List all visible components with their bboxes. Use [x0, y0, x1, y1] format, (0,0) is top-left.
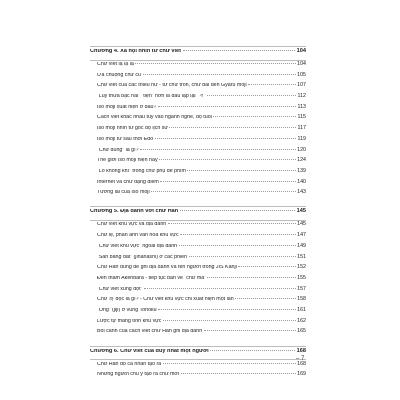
- dot-leader: [163, 320, 296, 321]
- toc-entry-title: Isō moji nhìn từ góc độ lịch sử: [97, 126, 168, 132]
- dot-leader: [187, 170, 295, 171]
- chapter-heading-page: 104: [296, 48, 306, 54]
- toc-entry-title: Isō moji từ sau thời Edo: [97, 136, 154, 142]
- toc-entry: [90, 276, 306, 287]
- toc-entry: [90, 169, 306, 180]
- toc-entry-title: Những người chủ ý tạo ra chữ mới: [97, 372, 180, 378]
- toc-entry: [90, 308, 306, 319]
- toc-entry: [90, 329, 306, 340]
- dot-leader: [207, 95, 296, 96]
- toc-entry-page: 119: [297, 135, 306, 142]
- toc-entry-title: “Chữ đúng” là gì?: [97, 147, 139, 153]
- toc-entry-title: Bối cảnh của cách viết chữ Hán ghi địa danh: [97, 329, 203, 335]
- dot-leader: [235, 298, 296, 299]
- dot-leader: [151, 191, 296, 192]
- toc-entry-title: “Chữ viết xung đột”: [97, 286, 143, 292]
- toc-entry: [90, 287, 306, 298]
- toc-entry: [90, 83, 306, 94]
- toc-entry: [90, 94, 306, 105]
- toc-entry: [90, 297, 306, 308]
- toc-entry-page: 162: [297, 317, 306, 324]
- toc-entry: [90, 115, 306, 126]
- dot-leader: [144, 288, 296, 289]
- toc-entry-page: 107: [297, 82, 306, 89]
- toc-entry: [90, 62, 306, 73]
- chapter-heading-title: Chương 5. Địa danh với chữ Hán: [90, 209, 179, 215]
- toc-entry-title: “Lỗ không khí” trong chữ phụ dễ phím: [97, 168, 186, 174]
- toc-entry: [90, 362, 306, 373]
- toc-entry-page: 152: [297, 264, 306, 271]
- dot-leader: [169, 127, 296, 128]
- dot-leader: [155, 138, 296, 139]
- toc-entry-page: 143: [297, 189, 306, 196]
- toc-entry-page: 105: [297, 71, 306, 78]
- chapter-heading: [90, 347, 306, 360]
- toc-entry-page: 169: [297, 371, 306, 378]
- dot-leader: [159, 159, 296, 160]
- chapter-rule: [90, 220, 306, 221]
- toc-entry-title: Isō moji xuất hiện ở đâu?: [97, 104, 157, 110]
- dot-leader: [158, 309, 296, 310]
- toc-entry-page: 149: [297, 242, 306, 249]
- chapter-heading-page: 168: [296, 347, 306, 354]
- toc-entry-title: Chữ lệ, phản ánh văn hóa khu vực: [97, 233, 179, 239]
- toc-entry: [90, 244, 306, 255]
- toc-entry-page: 158: [297, 296, 306, 303]
- dot-leader: [140, 149, 296, 150]
- toc-entry-page: 145: [297, 221, 306, 228]
- toc-entry: [90, 319, 306, 330]
- dot-leader: [189, 256, 296, 257]
- toc-entry: [90, 222, 306, 233]
- toc-entry-page: 151: [297, 253, 306, 260]
- toc-entry-title: Chữ Hán do cá nhân tạo ra: [97, 361, 162, 367]
- toc-entry-title: Đền thám Akenbara - tiếp tục bàn về “chữ ma”: [97, 275, 206, 281]
- toc-entry-title: Internet và chữ dạng điểm: [97, 179, 159, 185]
- chapter-rule: [90, 60, 306, 61]
- dot-leader: [179, 245, 296, 246]
- toc-entry-title: Chữ viết của các thiếu nữ - từ chữ tròn, chữ dài đến Gyaru moji: [97, 83, 247, 89]
- toc-entry: [90, 105, 306, 116]
- dot-leader: [135, 63, 295, 64]
- toc-entry-title: Chữ 㟢 đọc là gì? - Chữ viết khu vực chỉ xuất hiện một lần: [97, 297, 234, 303]
- toc-entry-title: Chữ viết lạ lạ lạ: [97, 62, 134, 67]
- dot-leader: [181, 373, 296, 374]
- dot-leader: [183, 50, 296, 51]
- toc-entry-title: “San bằng đất” (jinanashi) ở các phiên: [97, 254, 188, 260]
- toc-entry: [90, 255, 306, 266]
- chapter-heading: [90, 47, 306, 60]
- toc-entry: [90, 158, 306, 169]
- toc-entry: [90, 372, 306, 383]
- toc-entry-title: Lược tự mang tính khu vực: [97, 318, 162, 324]
- dot-leader: [158, 106, 296, 107]
- table-of-contents: [90, 46, 306, 383]
- dot-leader: [163, 363, 296, 364]
- dot-leader: [207, 277, 295, 278]
- toc-entry-title: Chữ Hán dùng để ghi địa danh và tên người trong JIS Kanji: [97, 265, 237, 271]
- dot-leader: [204, 330, 296, 331]
- toc-entry-title: “Lủy thừa bậc hai” “tiện” hơn là dấu lặp lại “々”: [97, 94, 206, 100]
- toc-entry-page: 165: [297, 328, 306, 335]
- page-number: – 7: [296, 356, 305, 362]
- toc-entry: [90, 73, 306, 84]
- toc-entry-title: Thế giới Isō moji hiện nay: [97, 158, 158, 164]
- toc-entry-page: 168: [297, 360, 306, 367]
- toc-entry-page: 104: [297, 61, 306, 67]
- toc-entry-page: 140: [297, 178, 306, 185]
- dot-leader: [180, 234, 296, 235]
- chapter-rule: [90, 359, 306, 360]
- toc-entry-page: 115: [297, 114, 306, 121]
- chapter-heading-page: 145: [296, 208, 306, 215]
- toc-entry-page: 113: [297, 103, 306, 110]
- dot-leader: [248, 84, 296, 85]
- toc-entry: [90, 265, 306, 276]
- toc-entry-title: Ưa chuộng chữ cũ: [97, 72, 141, 78]
- toc-entry-title: Cách viết khác nhau tùy vào ngành nghề, độ tuổi: [97, 115, 212, 121]
- toc-entry-page: 120: [297, 146, 306, 153]
- toc-entry: [90, 126, 306, 137]
- toc-entry: [90, 190, 306, 201]
- toc-entry: [90, 233, 306, 244]
- dot-leader: [238, 266, 295, 267]
- toc-entry-page: 155: [297, 274, 306, 281]
- toc-entry: [90, 137, 306, 148]
- toc-entry: [90, 148, 306, 159]
- chapter-heading-title: Chương 6. Chữ viết của duy nhất một người: [90, 348, 209, 354]
- dot-leader: [143, 74, 296, 75]
- toc-entry: [90, 180, 306, 191]
- dot-leader: [168, 223, 296, 224]
- toc-entry-title: Tương lai của Isō moji: [97, 190, 150, 196]
- dot-leader: [213, 116, 296, 117]
- toc-entry-page: 147: [297, 232, 306, 239]
- toc-entry-title: Chữ viết khu vực và địa danh: [97, 222, 167, 228]
- dot-leader: [160, 181, 295, 182]
- chapter-heading: [90, 207, 306, 220]
- toc-entry-page: 124: [297, 157, 306, 164]
- toc-entry-page: 112: [297, 93, 306, 100]
- toc-entry-title: “Chữ viết khu vực” ngoài địa danh: [97, 243, 178, 249]
- dot-leader: [210, 350, 295, 351]
- dot-leader: [180, 210, 295, 211]
- chapter-heading-title: Chương 4. Xã hội nhìn từ chữ viết: [90, 49, 182, 54]
- toc-entry-title: “Ông” (jiji) ở vùng Tohoku: [97, 307, 157, 313]
- toc-entry-page: 157: [297, 285, 306, 292]
- toc-entry-page: 117: [297, 125, 306, 132]
- toc-entry-page: 139: [297, 167, 306, 174]
- toc-entry-page: 161: [297, 306, 306, 313]
